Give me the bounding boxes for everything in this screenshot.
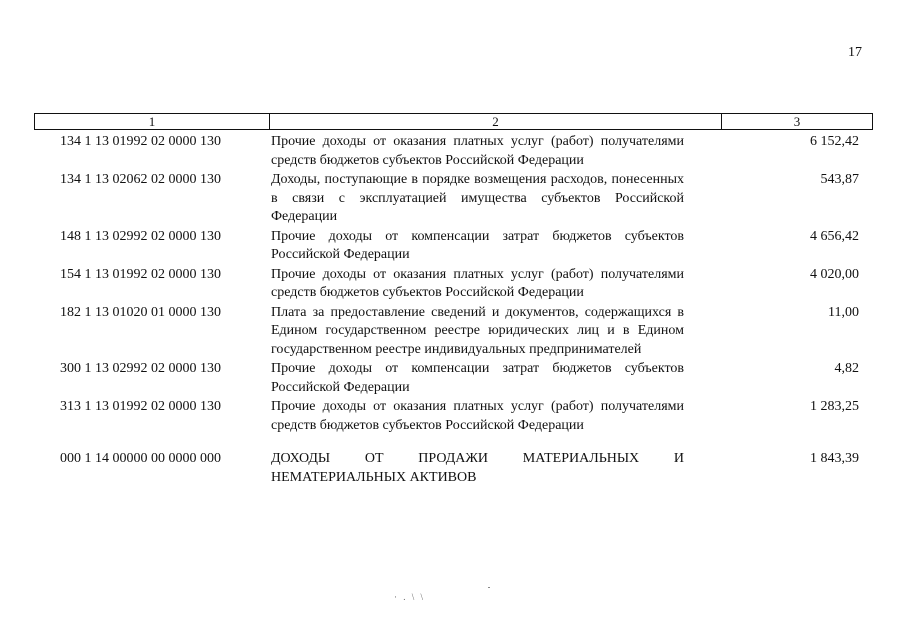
row-name: Прочие доходы от оказания платных услуг (работ) получателями средств бюджетов субъектов Российской Федерации bbox=[271, 266, 684, 300]
header-col-3: 3 bbox=[793, 114, 801, 129]
table-header bbox=[34, 113, 873, 130]
row-code: 000 1 14 00000 00 0000 000 bbox=[60, 451, 221, 466]
table-row bbox=[34, 360, 873, 397]
scan-marks: · . \ \ bbox=[394, 592, 425, 602]
table-row bbox=[34, 398, 873, 435]
row-name: Прочие доходы от компенсации затрат бюджетов субъектов Российской Федерации bbox=[271, 228, 684, 262]
row-code: 134 1 13 02062 02 0000 130 bbox=[60, 172, 221, 187]
row-code: 300 1 13 02992 02 0000 130 bbox=[60, 361, 221, 376]
row-amount: 4 656,42 bbox=[810, 228, 859, 244]
row-amount: 1 283,25 bbox=[810, 399, 859, 414]
row-code: 182 1 13 01020 01 0000 130 bbox=[60, 304, 221, 320]
row-name: Прочие доходы от компенсации затрат бюджетов субъектов Российской Федерации bbox=[271, 361, 684, 395]
row-amount: 1 843,39 bbox=[810, 451, 859, 466]
row-name: Доходы, поступающие в порядке возмещения расходов, понесенных в связи с эксплуатацией имущества субъектов Российской Федерации bbox=[271, 172, 684, 224]
table-row bbox=[34, 304, 873, 360]
table-row bbox=[34, 228, 873, 265]
row-code: 148 1 13 02992 02 0000 130 bbox=[60, 228, 221, 244]
table-row bbox=[34, 133, 873, 170]
table-row bbox=[34, 171, 873, 227]
page-number: 17 bbox=[848, 45, 862, 60]
row-code: 313 1 13 01992 02 0000 130 bbox=[60, 399, 221, 414]
income-table bbox=[34, 113, 873, 487]
row-amount: 4,82 bbox=[834, 361, 859, 376]
row-amount: 6 152,42 bbox=[810, 134, 859, 149]
table-row-section bbox=[34, 450, 873, 487]
scan-dot bbox=[488, 587, 490, 588]
row-code: 134 1 13 01992 02 0000 130 bbox=[60, 134, 221, 149]
header-col-2: 2 bbox=[270, 114, 722, 129]
row-name: ДОХОДЫ ОТ ПРОДАЖИ МАТЕРИАЛЬНЫХ И НЕМАТЕРИАЛЬНЫХ АКТИВОВ bbox=[271, 451, 684, 485]
row-name: Прочие доходы от оказания платных услуг (работ) получателями средств бюджетов субъектов Российской Федерации bbox=[271, 134, 684, 168]
header-col-1: 1 bbox=[35, 114, 270, 129]
row-amount: 11,00 bbox=[828, 304, 859, 320]
row-name: Прочие доходы от оказания платных услуг (работ) получателями средств бюджетов субъектов Российской Федерации bbox=[271, 399, 684, 433]
row-code: 154 1 13 01992 02 0000 130 bbox=[60, 266, 221, 282]
row-name: Плата за предоставление сведений и документов, содержащихся в Едином государственном реестре юридических лиц и в Едином государственном реестре индивидуальных предпринимателей bbox=[271, 304, 684, 357]
table-row bbox=[34, 266, 873, 303]
row-amount: 4 020,00 bbox=[810, 266, 859, 282]
row-amount: 543,87 bbox=[820, 172, 859, 187]
